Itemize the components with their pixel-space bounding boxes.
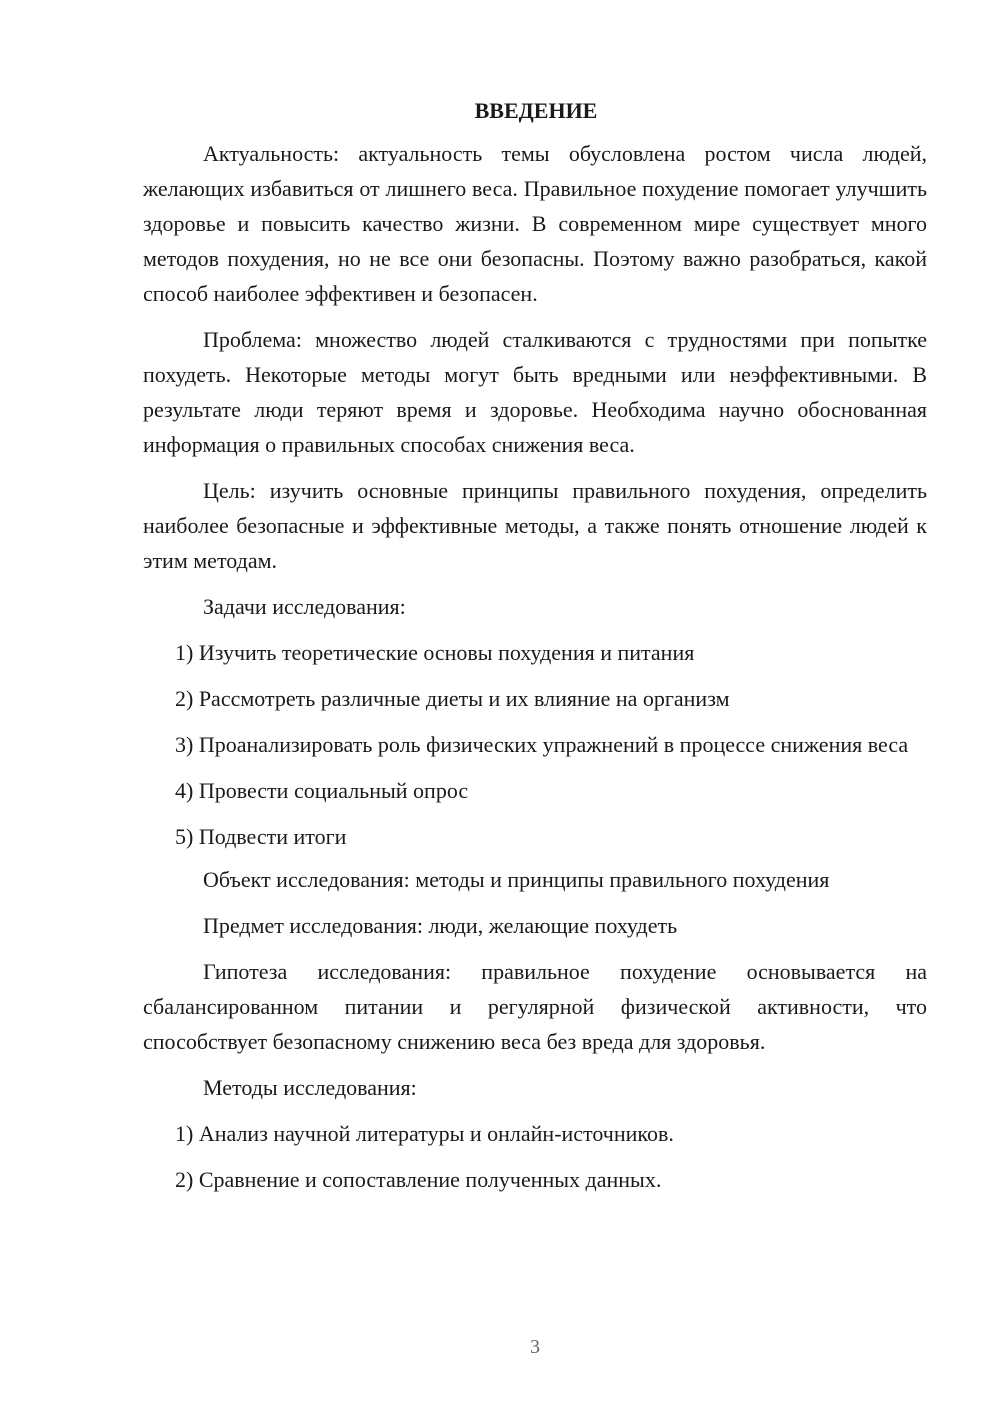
task-item: 2) Рассмотреть различные диеты и их влияние на организм [175,686,730,711]
task-item: 5) Подвести итоги [175,824,347,849]
task-item: 1) Изучить теоретические основы похудения и питания [175,640,695,665]
method-item: 1) Анализ научной литературы и онлайн-источников. [175,1121,674,1146]
relevance-paragraph: Актуальность: актуальность темы обусловлена ростом числа людей, желающих избавиться от лишнего веса. Правильное похудение помогает улучшить здоровье и повысить качество жизни. В современном мире существует много методов похудения, но не все они безопасны. Поэтому важно разобраться, какой способ наиболее эффективен и безопасен. [143,141,927,306]
page-content [143,96,927,1208]
methods-heading: Методы исследования: [203,1075,417,1100]
tasks-heading: Задачи исследования: [203,594,406,619]
goal-paragraph: Цель: изучить основные принципы правильного похудения, определить наиболее безопасные и эффективные методы, а также понять отношение людей к этим методам. [143,478,927,573]
task-item: 4) Провести социальный опрос [175,778,469,803]
task-item: 3) Проанализировать роль физических упражнений в процессе снижения веса [175,732,909,757]
problem-paragraph: Проблема: множество людей сталкиваются с трудностями при попытке похудеть. Некоторые методы могут быть вредными или неэффективными. В результате люди теряют время и здоровье. Необходима научно обоснованная информация о правильных способах снижения веса. [143,327,927,457]
research-object: Объект исследования: методы и принципы правильного похудения [203,867,830,892]
page-number: 3 [530,1336,540,1358]
method-item: 2) Сравнение и сопоставление полученных данных. [175,1167,662,1192]
hypothesis-paragraph: Гипотеза исследования: правильное похудение основывается на сбалансированном питании и регулярной физической активности, что способствует безопасному снижению веса без вреда для здоровья. [143,959,927,1054]
research-subject: Предмет исследования: люди, желающие похудеть [203,913,678,938]
section-title: ВВЕДЕНИЕ [474,98,598,123]
